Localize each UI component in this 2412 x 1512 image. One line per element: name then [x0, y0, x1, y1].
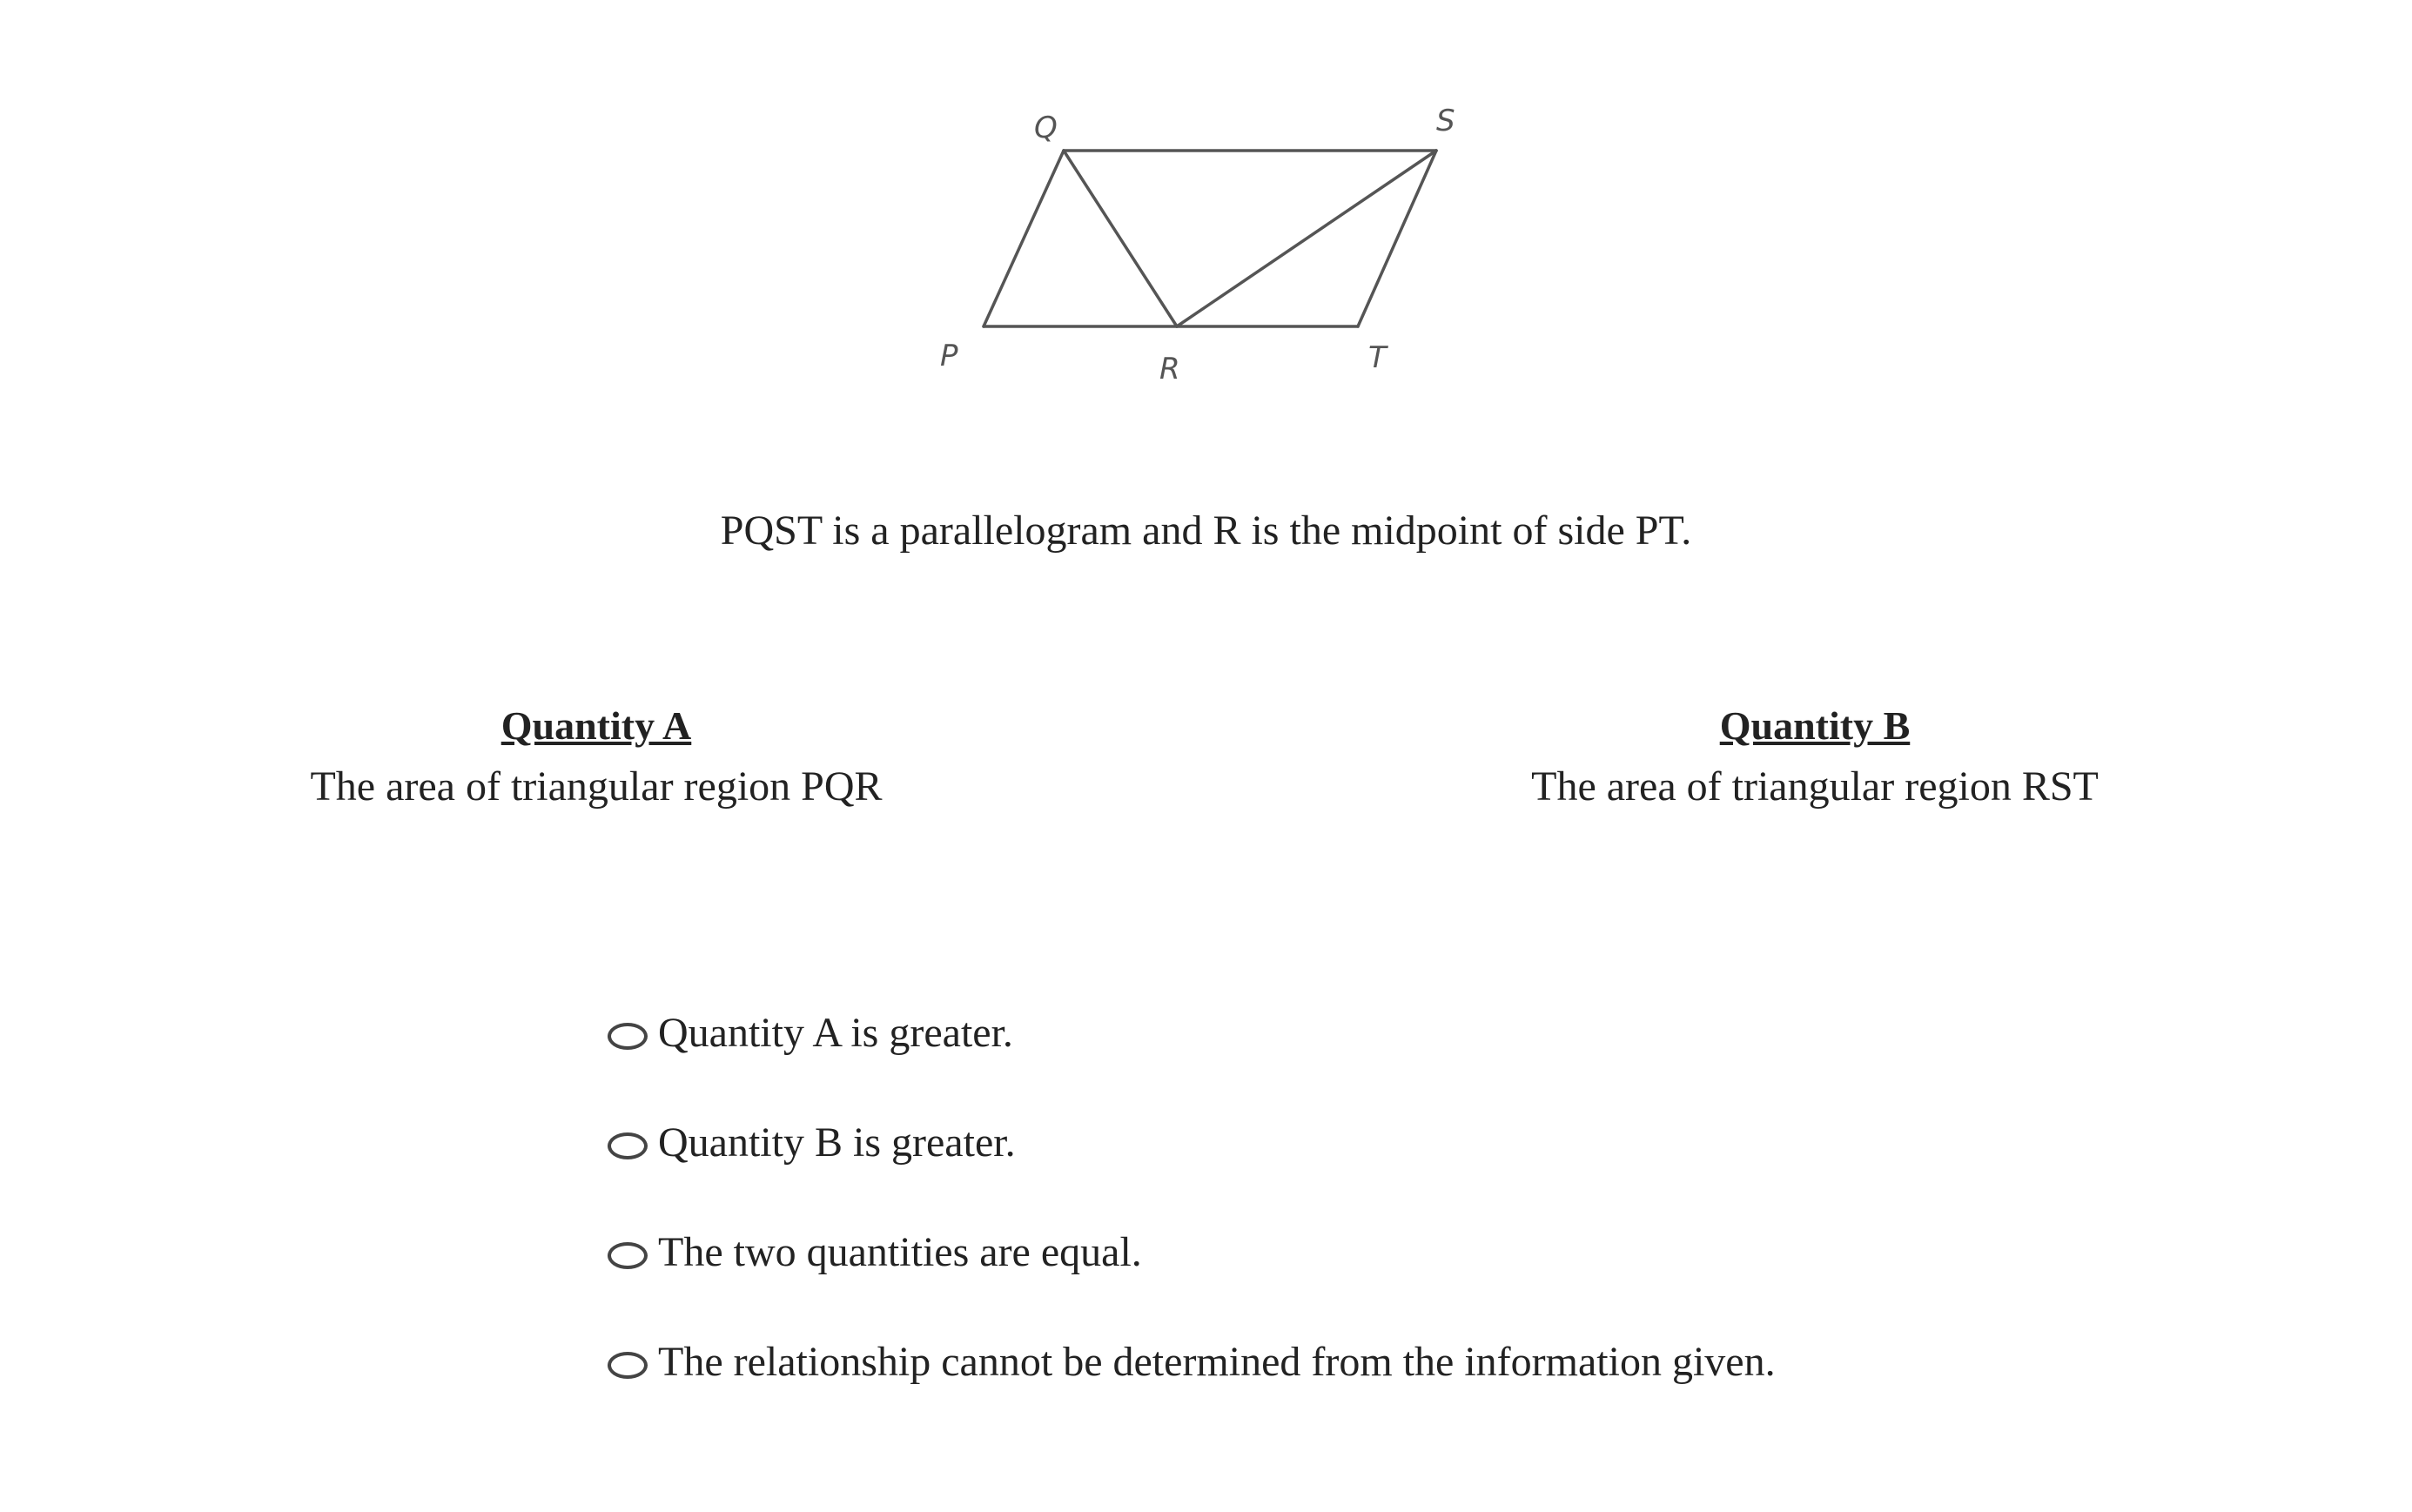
answer-choice[interactable] — [608, 1115, 1776, 1171]
vertex-label-s: S — [1436, 104, 1455, 138]
segment-qr — [1064, 151, 1177, 326]
answer-choice[interactable] — [608, 1225, 1776, 1280]
radio-button-icon[interactable] — [608, 1242, 648, 1269]
vertex-label-t: T — [1368, 340, 1387, 375]
radio-button-icon[interactable] — [608, 1352, 648, 1379]
radio-button-icon[interactable] — [608, 1132, 648, 1159]
vertex-label-q: Q — [1034, 111, 1058, 145]
parallelogram-figure — [905, 87, 1506, 400]
radio-button-icon[interactable] — [608, 1023, 648, 1050]
question-stem: PQST is a parallelogram and R is the midpoint of side PT. — [720, 507, 1692, 554]
quantity-a-description: The area of triangular region PQR — [310, 763, 883, 810]
side-pq — [984, 151, 1064, 326]
answer-choice[interactable] — [608, 1005, 1776, 1061]
quantity-b-title: Quantity B — [1719, 703, 1911, 748]
answer-choice-label: The two quantities are equal. — [658, 1229, 1142, 1275]
quantity-b-column — [1423, 698, 2207, 815]
answer-choice-label: Quantity B is greater. — [658, 1119, 1016, 1166]
quantity-b-description: The area of triangular region RST — [1531, 763, 2099, 810]
quantity-a-column — [205, 698, 988, 815]
answer-choices — [608, 1005, 1776, 1444]
answer-choice[interactable] — [608, 1334, 1776, 1390]
vertex-label-r: R — [1159, 352, 1180, 386]
parallelogram-diagram-icon — [905, 87, 1506, 400]
quantity-a-title: Quantity A — [501, 703, 692, 748]
answer-choice-label: The relationship cannot be determined from the information given. — [658, 1339, 1776, 1385]
vertex-label-p: P — [940, 339, 958, 373]
answer-choice-label: Quantity A is greater. — [658, 1010, 1013, 1056]
